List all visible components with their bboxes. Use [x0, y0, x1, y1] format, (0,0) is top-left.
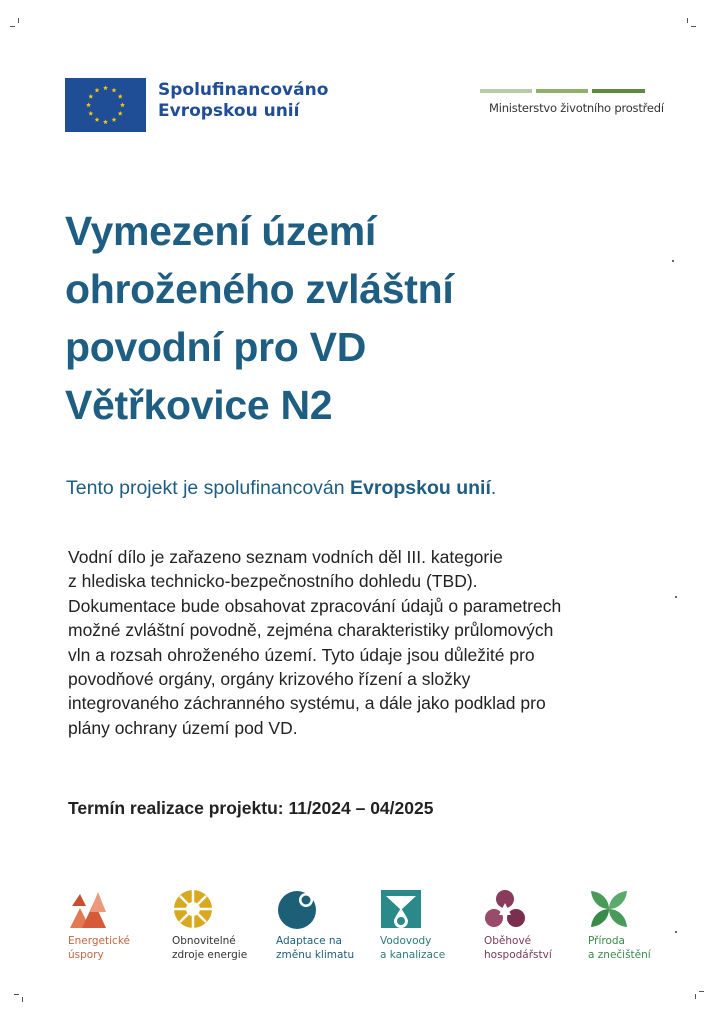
circular-economy-icon [484, 888, 526, 930]
icon-label-line1: Adaptace na [276, 935, 342, 947]
eu-label-line1: Spolufinancováno [158, 80, 329, 100]
ministry-logo-bars [480, 89, 645, 94]
eu-star [118, 111, 123, 116]
category-nature-pollution [588, 888, 698, 962]
eu-star [95, 88, 100, 93]
energy-savings-icon [68, 888, 110, 930]
subtitle-emphasis: Evropskou unií [350, 477, 491, 499]
icon-label-line1: Obnovitelné [172, 935, 236, 947]
eu-flag-logo [65, 78, 146, 132]
eu-star [95, 117, 100, 122]
eu-star [86, 102, 91, 107]
icon-label-line1: Příroda [588, 935, 625, 947]
crop-mark-top-left [10, 18, 20, 28]
eu-stars-icon [65, 78, 146, 132]
icon-label-line2: a kanalizace [380, 949, 446, 961]
scan-dot [672, 260, 674, 262]
category-water-sewerage [380, 888, 490, 962]
category-renewable-energy [172, 888, 282, 962]
scan-dot [675, 596, 677, 598]
eu-star [112, 117, 117, 122]
crop-mark-bottom-left [14, 993, 24, 1003]
project-description [68, 545, 561, 740]
eu-star [88, 111, 93, 116]
subtitle [66, 477, 496, 500]
description-line: povodňové orgány, orgány krizového řízení a složky [68, 669, 471, 690]
nature-pollution-icon [588, 888, 630, 930]
page-title [65, 202, 453, 434]
icon-label-line2: hospodářství [484, 949, 552, 961]
description-line: vln a rozsah ohroženého území. Tyto údaje jsou důležité pro [68, 644, 535, 665]
climate-adaptation-icon [276, 888, 318, 930]
eu-label-line2: Evropskou unií [158, 101, 300, 121]
description-line: plány ochrany území pod VD. [68, 717, 298, 738]
water-sewerage-icon [380, 888, 422, 930]
icon-label-line1: Oběhové [484, 935, 532, 947]
eu-star [112, 88, 117, 93]
category-climate-adaptation [276, 888, 386, 962]
icon-label-line1: Vodovody [380, 935, 432, 947]
eu-star [118, 94, 123, 99]
title-line: Vymezení území [65, 208, 377, 254]
icon-label-line1: Energetické [68, 935, 130, 947]
eu-star [103, 85, 108, 90]
icon-label-line2: změnu klimatu [276, 949, 355, 961]
category-energy-savings [68, 888, 178, 962]
description-line: Dokumentace bude obsahovat zpracování údajů o parametrech [68, 595, 562, 616]
category-circular-economy [484, 888, 594, 962]
subtitle-suffix: . [490, 477, 497, 499]
title-line: ohroženého zvláštní [65, 266, 454, 312]
description-line: Vodní dílo je zařazeno seznam vodních děl III. kategorie [68, 547, 503, 567]
project-term: Termín realizace projektu: 11/2024 – 04/2025 [68, 798, 434, 818]
renewable-energy-icon [172, 888, 214, 930]
eu-cofinanced-label [158, 80, 328, 122]
icon-label-line2: a znečištění [588, 949, 651, 961]
title-line: Větřkovice N2 [65, 382, 333, 428]
eu-star [120, 102, 125, 107]
icon-label-line2: zdroje energie [172, 949, 248, 961]
eu-star [88, 94, 93, 99]
crop-mark-bottom-right [694, 990, 704, 1000]
description-line: možné zvláštní povodně, zejména charakteristiky průlomových [68, 620, 554, 641]
description-line: integrovaného záchranného systému, a dále jako podklad pro [68, 693, 546, 714]
description-line: z hlediska technicko-bezpečnostního dohledu (TBD). [68, 571, 478, 592]
subtitle-prefix: Tento projekt je spolufinancován [66, 477, 351, 499]
ministry-label: Ministerstvo životního prostředí [489, 101, 664, 115]
icon-label-line2: úspory [68, 949, 104, 961]
crop-mark-top-right [686, 18, 696, 28]
eu-star [103, 119, 108, 124]
title-line: povodní pro VD [65, 324, 366, 370]
